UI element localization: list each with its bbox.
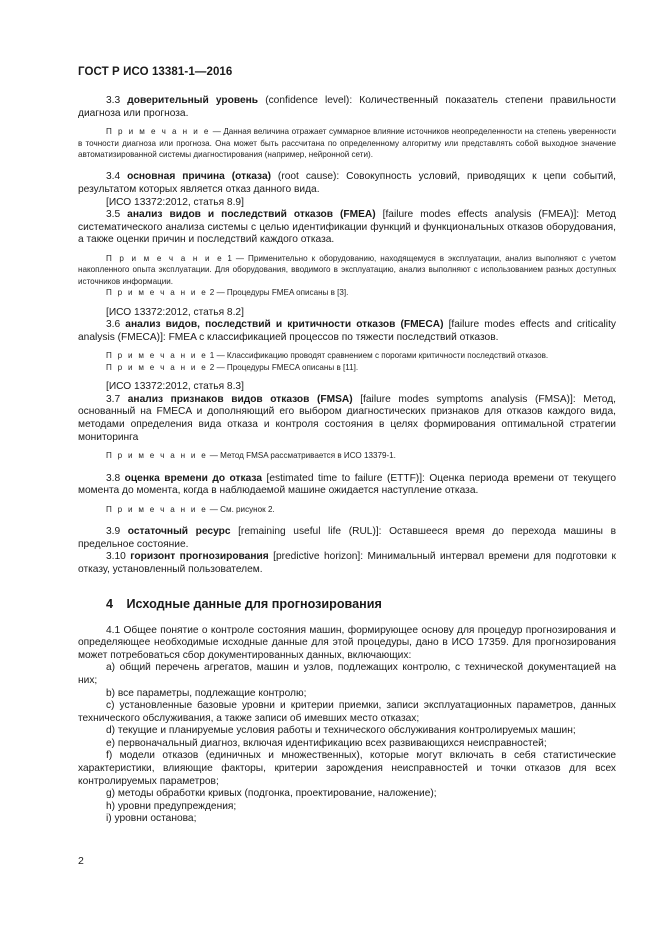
term-3-6: 3.6 анализ видов, последствий и критичности отказов (FMECA) [failure modes effects and criticality analysis (FMECA)]: FMEA с классификацией процессов по тяжести последствий отказов.	[78, 319, 616, 343]
list-item: h) уровни предупреждения;	[106, 800, 237, 812]
page-number: 2	[78, 855, 84, 867]
document-header: ГОСТ Р ИСО 13381-1—2016	[78, 66, 233, 78]
note-3-6-1: П р и м е ч а н и е 1 — Классификацию проводят сравнением с порогами критичности последствий отказов.	[106, 351, 549, 361]
section-heading: 4 Исходные данные для прогнозирования	[106, 596, 382, 611]
paragraph-4-1: 4.1 Общее понятие о контроле состояния машин, формирующее основу для процедур прогнозирования и определяющее необходимые исходные данные для этой процедуры, дано в ИСО 17359. Для прогнозирования может потребоваться сбор документированных данных, включающих:	[78, 624, 616, 661]
reference: [ИСО 13372:2012, статья 8.9]	[106, 196, 244, 208]
reference: [ИСО 13372:2012, статья 8.3]	[106, 381, 244, 393]
term-3-3: 3.3 доверительный уровень (confidence level): Количественный показатель степени правильности диагноза или прогноза.	[78, 95, 616, 119]
list-item: a) общий перечень агрегатов, машин и узлов, подлежащих контролю, с технической документацией на них;	[78, 662, 616, 686]
list-item: e) первоначальный диагноз, включая идентификацию всех развивающихся неисправностей;	[106, 737, 547, 749]
list-item: c) установленные базовые уровни и критерии приемки, записи эксплуатационных параметров, данных технического обслуживания, а также записи об имевших место отказах;	[78, 700, 616, 724]
note-3-8: П р и м е ч а н и е — См. рисунок 2.	[106, 504, 275, 514]
term-3-9: 3.9 остаточный ресурс [remaining useful life (RUL)]: Оставшееся время до перехода машины в предельное состояние.	[78, 526, 616, 550]
term-3-10: 3.10 горизонт прогнозирования [predictive horizon]: Минимальный интервал времени для подготовки к отказу, установленный пользователем.	[78, 551, 616, 575]
note-3-5-1: П р и м е ч а н и е 1 — Применительно к оборудованию, находящемуся в эксплуатации, анализ выполняют с учетом накопленного опыта эксплуатации. Для оборудования, вводимого в эксплуатацию, анализ выполняют с использованием разных доступных источников информации.	[78, 253, 616, 286]
document-body	[78, 95, 616, 826]
list-item: b) все параметры, подлежащие контролю;	[106, 687, 307, 699]
list-item: g) методы обработки кривых (подгонка, проектирование, наложение);	[106, 788, 437, 800]
list-item: f) модели отказов (единичных и множественных), которые могут включать в себя статистические характеристики, влияющие факторы, критерии зарождения неисправностей и точки отказов для всех контролируемых параметров;	[78, 750, 616, 787]
note-3-6-2: П р и м е ч а н и е 2 — Процедуры FMECA описаны в [11].	[106, 362, 359, 372]
term-3-5: 3.5 анализ видов и последствий отказов (FMEA) [failure modes effects analysis (FMEA)]: Метод систематического анализа системы с целью идентификации функций и функциональных отказов оборудования, а также оценки причин и последствий каждого отказа.	[78, 209, 616, 246]
note-3-7: П р и м е ч а н и е — Метод FMSA рассматривается в ИСО 13379-1.	[106, 451, 396, 461]
term-3-4: 3.4 основная причина (отказа) (root cause): Совокупность условий, приводящих к цепи событий, результатом которых является отказ данного вида.	[78, 171, 616, 195]
note-3-5-2: П р и м е ч а н и е 2 — Процедуры FMEA описаны в [3].	[106, 288, 349, 298]
term-3-7: 3.7 анализ признаков видов отказов (FMSA) [failure modes symptoms analysis (FMSA)]: Метод, основанный на FMECA и дополняющий его выбором диагностических признаков для отказов каждого вида, методами определения вида отказа и контроля состояния в целях формирования оптимальной стратегии мониторинга	[78, 393, 616, 443]
note-3-3: П р и м е ч а н и е — Данная величина отражает суммарное влияние источников неопределенности на степень уверенности в точности диагноза или прогноза. Она может быть рассчитана по определенному алгоритму или представлять собой выходное значение автоматизированной системы диагностирования (например, нейронной сети).	[78, 127, 616, 159]
term-3-8: 3.8 оценка времени до отказа [estimated time to failure (ETTF)]: Оценка периода времени от текущего момента до момента, когда в наблюдаемой машине ожидается наступление отказа.	[78, 472, 617, 497]
reference: [ИСО 13372:2012, статья 8.2]	[106, 306, 244, 318]
list-item: i) уровни останова;	[106, 813, 197, 825]
list-item: d) текущие и планируемые условия работы и технического обслуживания контролируемых машин;	[106, 725, 576, 737]
